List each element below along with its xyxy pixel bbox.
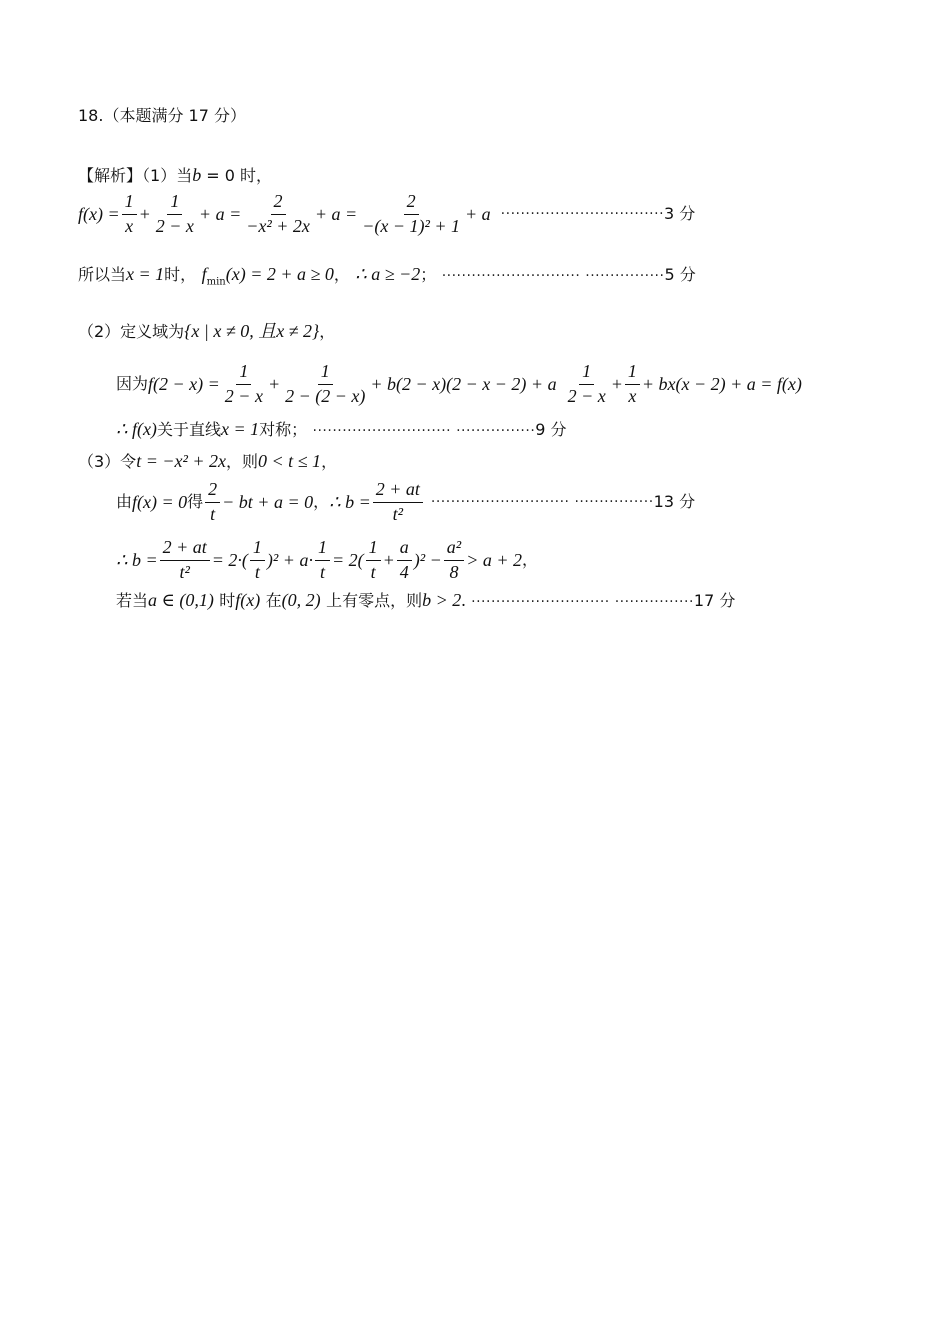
frac-num: 1 bbox=[167, 192, 182, 215]
math: ∴ b = bbox=[116, 550, 158, 571]
fraction bbox=[315, 538, 330, 583]
math: = 2( bbox=[331, 550, 364, 571]
cond-rest: = 0 时， bbox=[201, 166, 273, 185]
math: ∴ f(x) bbox=[116, 419, 157, 439]
frac-num: 1 bbox=[315, 538, 330, 561]
text: 得 bbox=[187, 492, 204, 512]
frac-num: 1 bbox=[366, 538, 381, 561]
part1-label: （1）当 bbox=[142, 166, 193, 185]
score-label: 5 分 bbox=[664, 265, 696, 284]
frac-den: 4 bbox=[399, 561, 409, 582]
frac-num: 1 bbox=[579, 362, 594, 385]
frac-den: t bbox=[319, 561, 325, 582]
problem-number: 18. bbox=[78, 106, 104, 125]
frac-den: t² bbox=[179, 561, 190, 582]
math: f(x) = 0 bbox=[132, 492, 188, 513]
text: ， bbox=[333, 265, 350, 284]
part1-equation: f(x) = $\frac{1}{x}$ + $\frac{1}{2 - x}$ + a = $\frac{2}{\text{−x² + 2x}}$ + a = $\frac{2}{\text{−(x − 1)² + 1}}$ + a ································· 3 分 bbox=[78, 191, 696, 236]
math: + bbox=[382, 550, 395, 571]
frac-num: 2 bbox=[404, 192, 419, 215]
text: 因为 bbox=[116, 374, 149, 394]
math: > a + 2 bbox=[466, 550, 522, 571]
part2-equation: 因为 f(2 − x) = $\frac{1}{2 - x}$ + $\frac{1}{2 - (2 - x)}$ + b(2 − x)(2 − x − 2) + a $\frac{1}{2 - x}$ + $\frac{1}{x}$ + bx(x − 2) + a = f(x) bbox=[116, 361, 802, 406]
frac-den: −x² + 2x bbox=[246, 215, 310, 236]
fraction bbox=[205, 480, 220, 525]
text: 对称； bbox=[259, 420, 308, 439]
math: (x) = 2 + a ≥ 0 bbox=[225, 264, 334, 284]
part3-from-line bbox=[116, 480, 695, 525]
text: 关于直线 bbox=[156, 420, 221, 439]
fraction bbox=[397, 538, 412, 583]
text: ， bbox=[313, 492, 330, 512]
text: ， bbox=[319, 322, 336, 341]
analysis-label: 【解析】 bbox=[78, 166, 143, 185]
math: x = 1 bbox=[126, 264, 165, 284]
part1-min-line bbox=[78, 265, 696, 287]
frac-den: −(x − 1)² + 1 bbox=[362, 215, 461, 236]
frac-num: 1 bbox=[122, 192, 137, 215]
math-term: + a = bbox=[314, 204, 358, 225]
text: ； bbox=[420, 265, 437, 284]
math: )² − bbox=[413, 550, 442, 571]
fraction bbox=[153, 192, 197, 237]
score-label: 13 分 bbox=[653, 492, 696, 512]
fraction bbox=[444, 538, 464, 583]
dot-leader: ···························· ················ bbox=[312, 423, 536, 439]
fraction bbox=[243, 192, 313, 237]
frac-den: 8 bbox=[449, 561, 459, 582]
score-label: 17 分 bbox=[693, 591, 736, 610]
text: ， bbox=[522, 550, 539, 570]
fraction bbox=[250, 538, 265, 583]
text: 时 bbox=[219, 591, 236, 610]
fraction bbox=[359, 192, 463, 237]
frac-den: 2 − x bbox=[567, 385, 606, 406]
frac-num: 2 bbox=[271, 192, 286, 215]
frac-den: t² bbox=[392, 503, 404, 524]
part3-label: （3）令 bbox=[78, 452, 137, 471]
dot-leader: ···························· ················ bbox=[441, 268, 665, 284]
problem-header bbox=[78, 108, 246, 125]
math-term: + a bbox=[465, 204, 491, 225]
dot-leader: ···························· ················ bbox=[471, 594, 694, 610]
math: b > 2 bbox=[422, 590, 462, 610]
frac-den: 2 − (2 − x) bbox=[285, 385, 366, 406]
text: 时， bbox=[164, 265, 197, 284]
fraction bbox=[222, 362, 266, 407]
math: f bbox=[201, 264, 207, 284]
text: 由 bbox=[116, 492, 133, 512]
frac-num: 1 bbox=[250, 538, 265, 561]
math: + bx(x − 2) + a = f(x) bbox=[641, 374, 802, 395]
math: t = −x² + 2x bbox=[136, 451, 227, 471]
part2-symmetry bbox=[116, 420, 567, 439]
part3-substitution bbox=[78, 452, 337, 471]
fraction bbox=[282, 362, 368, 407]
part2-label: （2）定义域为 bbox=[78, 322, 185, 341]
score-label: 3 分 bbox=[664, 204, 696, 224]
score-label: 9 分 bbox=[535, 420, 567, 439]
dot-leader: ···························· ················ bbox=[430, 494, 654, 511]
part3-b-derivation bbox=[116, 538, 538, 583]
frac-den: 2 − x bbox=[155, 215, 194, 236]
text: . bbox=[461, 590, 466, 610]
frac-num: 1 bbox=[318, 362, 333, 385]
frac-num: 1 bbox=[625, 362, 640, 385]
frac-num: a² bbox=[444, 538, 464, 561]
part3-conclusion bbox=[116, 591, 735, 610]
frac-num: 2 + at bbox=[160, 538, 210, 561]
frac-den: 2 − x bbox=[224, 385, 263, 406]
dot-leader: ································· bbox=[500, 206, 665, 223]
frac-num: 2 bbox=[205, 480, 220, 503]
fraction bbox=[625, 362, 640, 407]
text: 上有零点，则 bbox=[326, 591, 423, 610]
math: )² + a· bbox=[266, 550, 313, 571]
text: ， bbox=[321, 452, 338, 471]
part1-intro bbox=[78, 166, 272, 185]
math: 0 < t ≤ 1 bbox=[258, 451, 322, 471]
frac-num: 1 bbox=[236, 362, 251, 385]
frac-num: 2 + at bbox=[373, 480, 423, 503]
fraction bbox=[565, 362, 609, 407]
frac-den: t bbox=[370, 561, 376, 582]
math: − bt + a = 0 bbox=[222, 492, 314, 513]
math: ∴ b = bbox=[329, 492, 371, 513]
fraction bbox=[366, 538, 381, 583]
frac-num: a bbox=[397, 538, 412, 561]
math: f(x) bbox=[235, 590, 261, 610]
text: 所以当 bbox=[78, 265, 127, 284]
math: = 2·( bbox=[211, 550, 248, 571]
math: x = 1 bbox=[220, 419, 260, 439]
frac-den: x bbox=[628, 385, 637, 406]
math: f(2 − x) = bbox=[148, 374, 220, 395]
math: {x | x ≠ 0, 且x ≠ 2} bbox=[184, 321, 320, 341]
eq-lhs: f(x) = bbox=[78, 204, 120, 225]
cond-var: b bbox=[192, 165, 202, 185]
fraction bbox=[160, 538, 210, 583]
math-term: + a = bbox=[198, 204, 242, 225]
math: ∴ a ≥ −2 bbox=[355, 264, 421, 284]
text: ，则 bbox=[226, 452, 259, 471]
text: 在 bbox=[265, 591, 282, 610]
text: 若当 bbox=[116, 591, 149, 610]
math: + b(2 − x)(2 − x − 2) + a bbox=[370, 374, 557, 395]
math: a ∈ (0,1) bbox=[148, 590, 214, 610]
frac-den: t bbox=[210, 503, 216, 524]
frac-den: x bbox=[125, 215, 134, 236]
frac-den: t bbox=[254, 561, 260, 582]
points-note: （本题满分 17 分） bbox=[103, 106, 246, 125]
fraction bbox=[122, 192, 137, 237]
math: (0, 2) bbox=[281, 590, 321, 610]
subscript: min bbox=[206, 276, 226, 288]
fraction bbox=[373, 480, 423, 525]
part2-domain bbox=[78, 322, 335, 341]
